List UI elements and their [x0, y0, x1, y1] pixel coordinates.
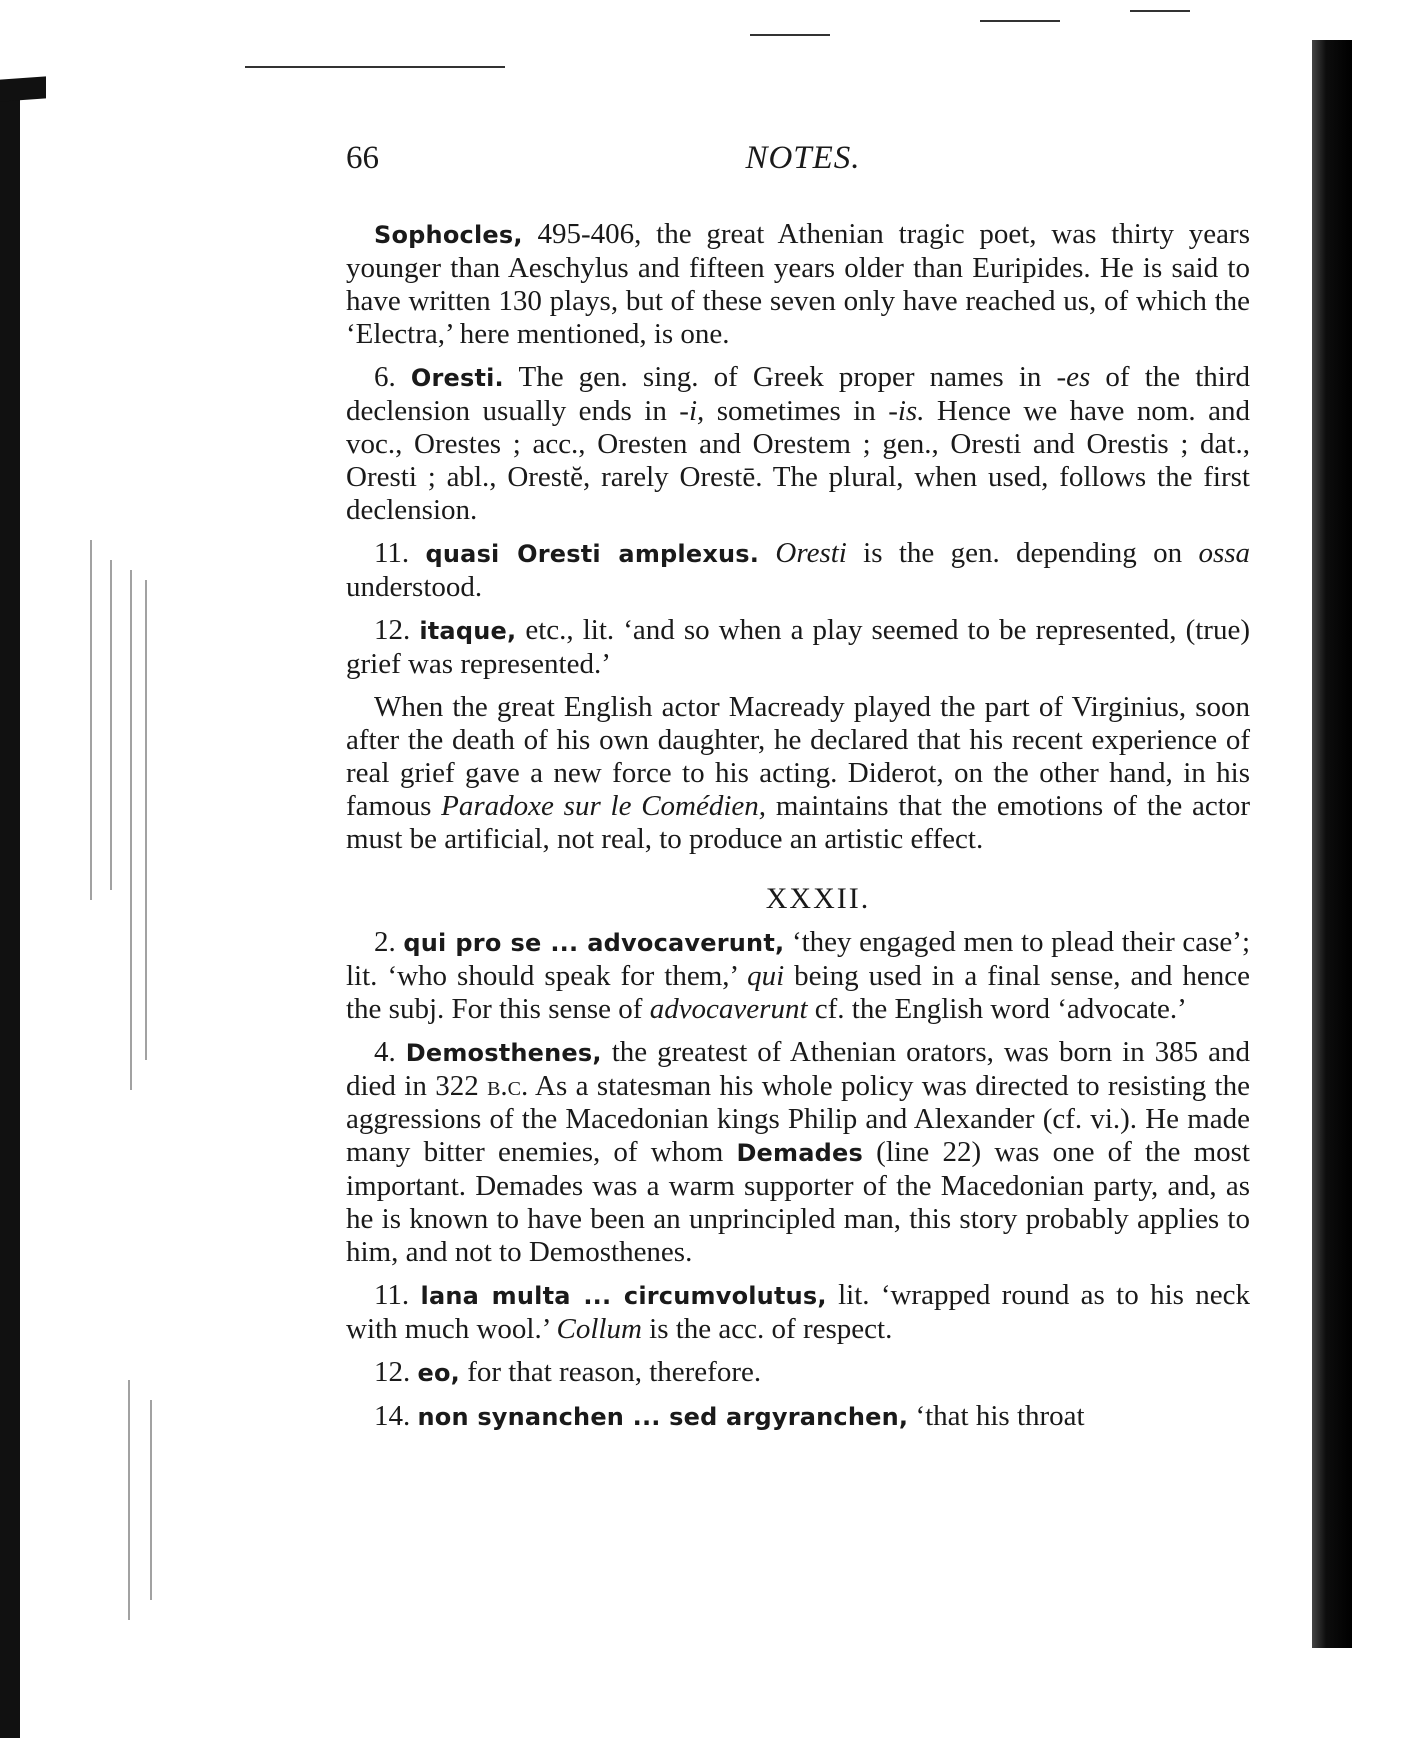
line-ref: 4.	[374, 1036, 396, 1068]
page-number: 66	[346, 140, 379, 176]
note-text: is the acc. of respect.	[641, 1313, 893, 1345]
note-lana-multa	[346, 1279, 1250, 1346]
show-through-marks	[150, 1400, 152, 1600]
note-oresti	[346, 361, 1250, 527]
note-sophocles	[346, 218, 1250, 351]
note-text: maintains that the emotions of the actor must be artificial, not real, to produce an artistic effect.	[346, 790, 1251, 855]
line-ref: 6.	[374, 361, 396, 393]
note-text: sometimes in	[704, 395, 889, 427]
note-quasi-oresti	[346, 537, 1250, 604]
note-text: lit. ‘wrapped round as to his neck with much wool.’	[346, 1279, 1250, 1345]
note-text: of the third declension usually ends in	[346, 361, 1250, 427]
line-ref: 14.	[374, 1400, 411, 1432]
note-macready	[346, 691, 1250, 856]
note-text: 495-406, the great Athenian tragic poet, was thirty years younger than Aeschylus and fifteen years older than Euripides. He is said to have written 130 plays, but of these seven only have reached us, of which the ‘Electra,’ here mentioned, is one.	[346, 218, 1250, 350]
note-text: Hence we have nom. and voc., Orestes ; acc., Oresten and Orestem ; gen., Oresti and Orestis ; dat., Oresti ; abl., Orestĕ, rarely Orestē. The plural, when used, follows the first declension.	[346, 395, 1250, 526]
scan-mark	[245, 66, 505, 68]
note-lemma: non synanchen ... sed argyranchen,	[417, 1403, 909, 1431]
note-text: understood.	[346, 571, 483, 603]
note-lemma: lana multa ... circumvolutus,	[420, 1282, 827, 1310]
note-text: ‘that his throat	[908, 1400, 1085, 1432]
note-text: cf. the English word ‘advocate.’	[807, 993, 1187, 1025]
scan-mark	[1130, 10, 1190, 12]
note-demosthenes	[346, 1036, 1250, 1269]
page	[346, 120, 1250, 1434]
note-synanchen	[346, 1400, 1250, 1434]
line-ref: 2.	[374, 926, 396, 958]
note-text: ‘they engaged men to plead their case’; lit. ‘who should speak for them,’	[346, 926, 1250, 992]
note-italic: -i,	[679, 395, 705, 427]
line-ref: 11.	[374, 1279, 410, 1311]
note-text: etc., lit. ‘and so when a play seemed to be represented, (true) grief was represented.’	[346, 614, 1250, 680]
show-through-marks	[128, 1380, 130, 1620]
note-italic: -is.	[888, 395, 925, 427]
note-text: being used in a final sense, and hence the subj. For this sense of	[346, 960, 1250, 1025]
note-italic: ossa	[1198, 537, 1251, 569]
note-text: (line 22) was one of the most important. Demades was a warm supporter of the Macedonian party, and, as he is known to have been an unprincipled man, this story probably applies to him, and not to Demosthenes.	[346, 1136, 1250, 1268]
note-lemma: itaque,	[419, 617, 517, 645]
note-text: As a statesman his whole policy was directed to resisting the aggressions of the Macedonian kings Philip and Alexander (cf. vi.). He made many bitter enemies, of whom	[346, 1070, 1250, 1168]
note-lemma: quasi Oresti amplexus.	[425, 540, 760, 568]
note-lemma: Oresti.	[410, 364, 504, 392]
note-lemma: qui pro se ... advocaverunt,	[403, 929, 785, 957]
line-ref: 11.	[374, 537, 410, 569]
note-italic: Collum	[556, 1313, 642, 1345]
show-through-marks	[90, 540, 92, 900]
note-text: the greatest of Athenian orators, was born in 385 and died in 322	[346, 1036, 1250, 1102]
note-text: When the great English actor Macready played the part of Virginius, soon after the death of his own daughter, he declared that his recent experience of real grief gave a new force to his acting. Diderot, on the other hand, in his famous	[346, 691, 1250, 822]
note-italic: advocaverunt	[649, 993, 808, 1025]
scan-border-right	[1312, 40, 1352, 1648]
note-lemma: Sophocles,	[374, 221, 523, 249]
note-small-caps: b.c.	[487, 1070, 529, 1102]
show-through-marks	[110, 560, 112, 890]
note-italic: -es	[1056, 361, 1091, 393]
note-itaque	[346, 614, 1250, 681]
running-title: NOTES.	[745, 140, 861, 176]
scan-border-left-corner	[0, 76, 46, 101]
line-ref: 12.	[374, 1356, 411, 1388]
scan-mark	[750, 34, 830, 36]
running-head	[346, 120, 1250, 178]
note-lemma: eo,	[417, 1359, 460, 1387]
note-text: is the gen. depending on	[846, 537, 1199, 569]
note-text: The gen. sing. of Greek proper names in	[503, 361, 1057, 393]
note-eo	[346, 1356, 1250, 1390]
note-text	[759, 537, 775, 569]
scan-mark	[980, 20, 1060, 22]
scan-border-left	[0, 80, 20, 1738]
line-ref: 12.	[374, 614, 411, 646]
note-lemma: Demosthenes,	[405, 1039, 602, 1067]
note-italic: Paradoxe sur le Comédien,	[441, 790, 767, 822]
show-through-marks	[145, 580, 147, 1060]
note-italic: Oresti	[775, 537, 847, 569]
note-text: for that reason, therefore.	[459, 1356, 762, 1388]
note-lemma: Demades	[736, 1139, 863, 1167]
note-advocaverunt	[346, 926, 1250, 1026]
section-heading: XXXII.	[765, 882, 871, 915]
note-italic: qui	[747, 960, 785, 992]
show-through-marks	[130, 570, 132, 1090]
